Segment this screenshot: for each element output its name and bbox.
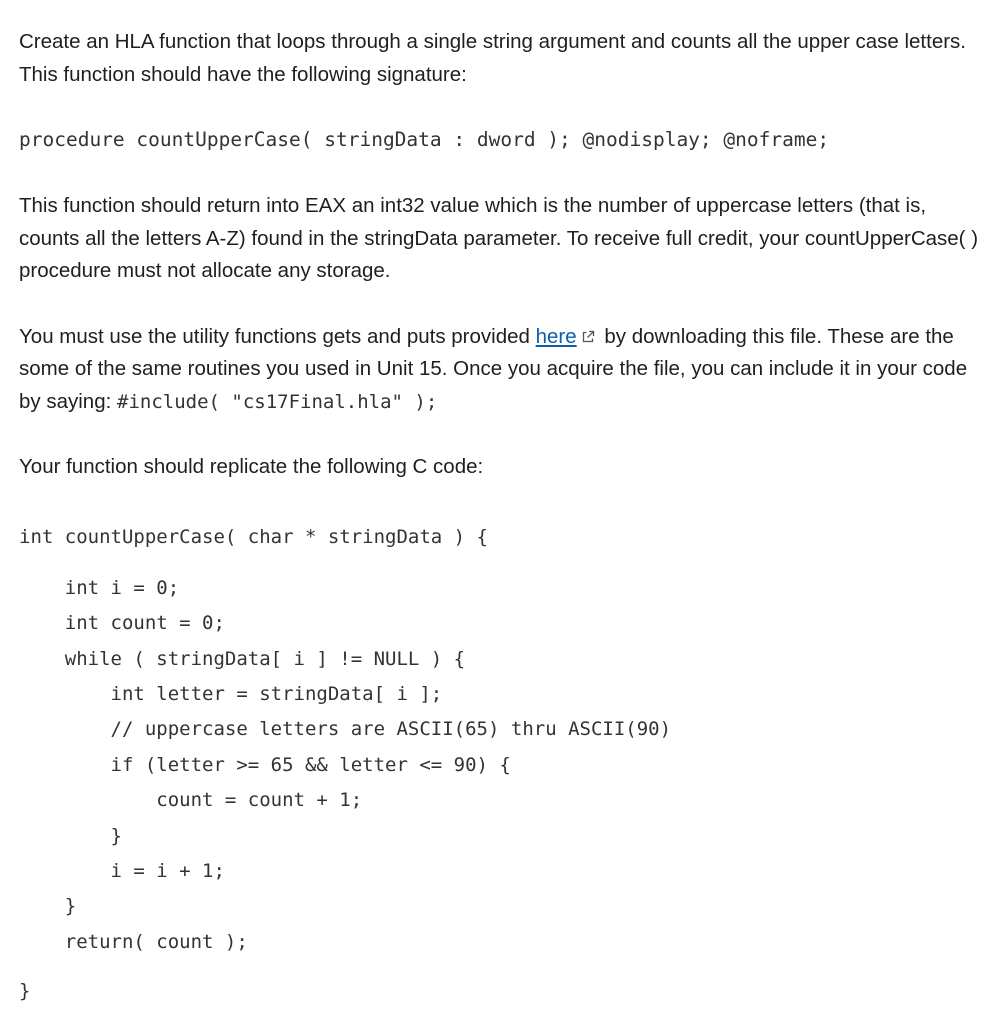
utility-text-after-link: by downloading this file. These are the some of the same routines you used in Unit 15. Once you acquire the file, you can include it in your code by saying: xyxy=(19,324,968,413)
include-code: #include( "cs17Final.hla" ); xyxy=(117,390,438,413)
code-line: // uppercase letters are ASCII(65) thru ASCII(90) xyxy=(19,718,672,741)
utility-text-before-link: You must use the utility functions gets and puts provided xyxy=(19,324,536,348)
code-line: if (letter >= 65 && letter <= 90) { xyxy=(19,753,511,776)
code-line: int i = 0; xyxy=(19,576,180,599)
code-line: } xyxy=(19,980,31,1003)
procedure-signature: procedure countUpperCase( stringData : dword ); @nodisplay; @noframe; xyxy=(19,128,830,151)
return-description-paragraph: This function should return into EAX an int32 value which is the number of uppercase letters (that is, counts all the letters A-Z) found in the stringData parameter. To receive full credit, your countUpperCase( ) procedure must not allocate any storage. xyxy=(19,194,979,282)
assignment-page xyxy=(19,26,987,1010)
utility-functions-paragraph xyxy=(19,321,987,419)
here-link[interactable]: here xyxy=(535,324,577,348)
replicate-code-paragraph: Your function should replicate the following C code: xyxy=(19,455,484,478)
code-line: while ( stringData[ i ] != NULL ) { xyxy=(19,647,466,670)
c-code-block xyxy=(19,520,987,1010)
intro-paragraph: Create an HLA function that loops through a single string argument and counts all the upper case letters. This function should have the following signature: xyxy=(19,30,966,86)
code-line: int countUpperCase( char * stringData ) { xyxy=(19,525,488,548)
code-line: i = i + 1; xyxy=(19,860,225,883)
code-line: count = count + 1; xyxy=(19,789,363,812)
code-line: } xyxy=(19,824,122,847)
code-line: } xyxy=(19,895,77,918)
code-line: int count = 0; xyxy=(19,612,225,635)
external-link-icon[interactable] xyxy=(581,330,595,344)
code-line: int letter = stringData[ i ]; xyxy=(19,683,443,706)
code-line: return( count ); xyxy=(19,930,248,953)
